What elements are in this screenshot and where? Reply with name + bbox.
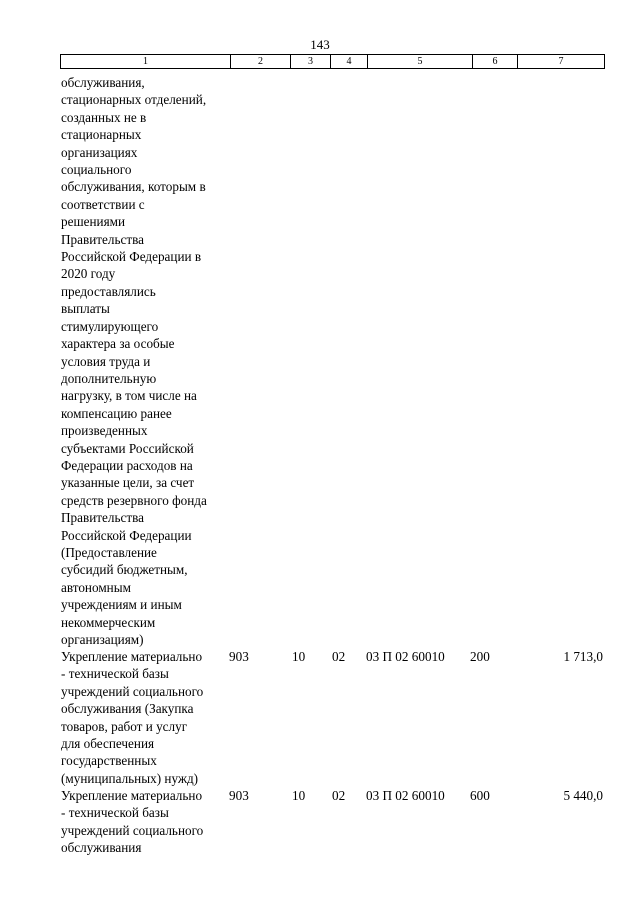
row-1-name-text-line: (муниципальных) нужд) bbox=[61, 770, 199, 786]
continuation-text-line: субъектами Российской bbox=[61, 440, 194, 456]
row-2-expense-type: 600 bbox=[470, 788, 490, 803]
row-2-name-text-line: учреждений социального bbox=[61, 822, 204, 838]
continuation-text-line: стационарных отделений, bbox=[61, 92, 207, 108]
row-1-name bbox=[61, 648, 236, 787]
row-1-name-text-line: обслуживания (Закупка bbox=[61, 701, 194, 717]
continuation-text-line: 2020 году bbox=[61, 266, 116, 282]
row-1-name-text-line: Укрепление материально bbox=[61, 649, 203, 664]
row-1-ministry: 903 bbox=[229, 649, 249, 664]
continuation-text-line: (Предоставление bbox=[61, 544, 157, 560]
continuation-text-line: Российской Федерации bbox=[61, 527, 192, 543]
column-header-table bbox=[60, 54, 605, 69]
column-number-1: 1 bbox=[61, 55, 231, 69]
row-2-name-text-line: - технической базы bbox=[61, 805, 169, 821]
column-number-2: 2 bbox=[231, 55, 291, 69]
continuation-text-line: организациям) bbox=[61, 632, 144, 647]
continuation-text-line: указанные цели, за счет bbox=[61, 475, 195, 491]
continuation-text-line: характера за особые bbox=[61, 336, 175, 352]
continuation-text-line: Правительства bbox=[61, 510, 144, 526]
continuation-text-line: решениями bbox=[61, 214, 126, 230]
continuation-text-line: Федерации расходов на bbox=[61, 457, 193, 473]
continuation-text-line: учреждениям и иным bbox=[61, 597, 182, 613]
continuation-text-line: созданных не в bbox=[61, 109, 147, 125]
column-number-6: 6 bbox=[473, 55, 518, 69]
continuation-text-line: дополнительную bbox=[61, 370, 157, 386]
continuation-text-line: предоставлялись bbox=[61, 283, 156, 299]
continuation-text-line: выплаты bbox=[61, 301, 110, 317]
column-number-row bbox=[61, 55, 605, 69]
continuation-text-line: автономным bbox=[61, 579, 131, 595]
row-2-subsection: 02 bbox=[332, 788, 346, 803]
continuation-text-line: стимулирующего bbox=[61, 318, 159, 334]
row-2-name bbox=[61, 787, 236, 857]
continuation-text-line: произведенных bbox=[61, 423, 148, 439]
row-1-name-text-line: учреждений социального bbox=[61, 683, 204, 699]
row-2-target-article: 03 П 02 60010 bbox=[366, 788, 445, 803]
continuation-text-line: обслуживания, bbox=[61, 75, 145, 90]
row-2-section: 10 bbox=[292, 788, 306, 803]
column-number-3: 3 bbox=[291, 55, 331, 69]
row-1-expense-type: 200 bbox=[470, 649, 490, 664]
row-2-ministry: 903 bbox=[229, 788, 249, 803]
continuation-text-line: Российской Федерации в bbox=[61, 249, 202, 265]
row-1-amount: 1 713,0 bbox=[563, 649, 603, 664]
column-number-7: 7 bbox=[518, 55, 605, 69]
row-1-name-text-line: - технической базы bbox=[61, 666, 169, 682]
row-1-target-article: 03 П 02 60010 bbox=[366, 649, 445, 664]
row-1-subsection: 02 bbox=[332, 649, 346, 664]
column-number-4: 4 bbox=[331, 55, 368, 69]
row-2-name-text-line: Укрепление материально bbox=[61, 788, 203, 803]
continuation-text-line: обслуживания, которым в bbox=[61, 179, 206, 195]
continuation-text-line: социального bbox=[61, 162, 132, 178]
column-number-5: 5 bbox=[368, 55, 473, 69]
continuation-text-line: некоммерческим bbox=[61, 614, 156, 630]
row-2-amount: 5 440,0 bbox=[563, 788, 603, 803]
continuation-text-line: соответствии с bbox=[61, 196, 145, 212]
continuation-text-line: условия труда и bbox=[61, 353, 151, 369]
continuation-text-line: компенсацию ранее bbox=[61, 405, 172, 421]
continuation-text-line: организациях bbox=[61, 144, 138, 160]
row-1-name-text-line: государственных bbox=[61, 753, 157, 769]
row-1-section: 10 bbox=[292, 649, 306, 664]
continuation-text-line: субсидий бюджетным, bbox=[61, 562, 188, 578]
row-1-name-text-line: товаров, работ и услуг bbox=[61, 718, 188, 734]
row-2-name-text-line: обслуживания bbox=[61, 840, 142, 856]
continuation-text-line: Правительства bbox=[61, 231, 144, 247]
page-number: 143 bbox=[310, 37, 330, 52]
continuation-text-line: нагрузку, в том числе на bbox=[61, 388, 197, 404]
continuation-text-line: стационарных bbox=[61, 127, 142, 143]
row-1-name-text-line: для обеспечения bbox=[61, 736, 155, 752]
continuation-description bbox=[61, 74, 236, 648]
continuation-text-line: средств резервного фонда bbox=[61, 492, 207, 508]
